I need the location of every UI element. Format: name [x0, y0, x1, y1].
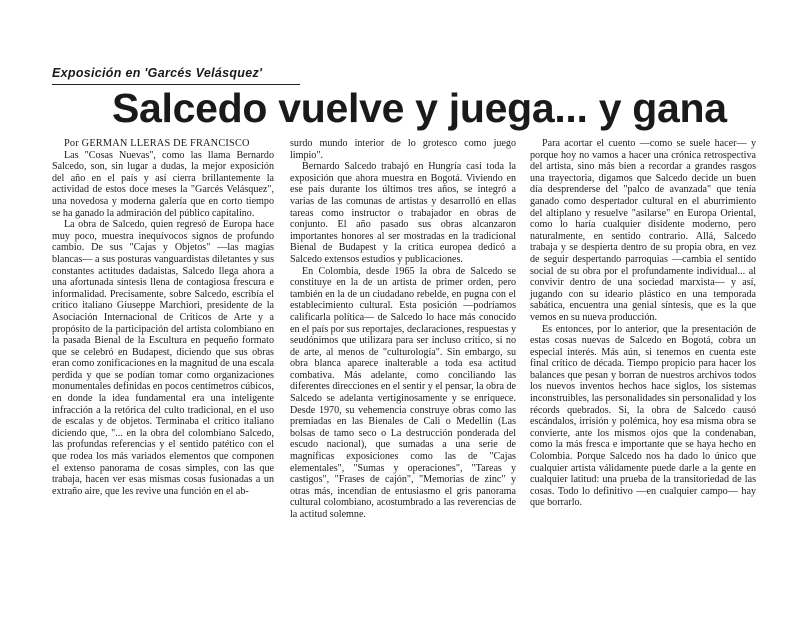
- paragraph: Para acortar el cuento —como se suele hacer— y porque hoy no vamos a hacer una crónica retrospectiva del artista, sino más bien a recordar a grandes rasgos una trayectoria, digamos que Salcedo decide un buen día desprenderse del "palco de avanzada" que tenía ganado como despertador cultural en el aburrimiento del altiplano y resuelve "asilarse" en Europa Oriental, como lo haría cualquier disidente moderno, pero naturalmente, en sentido contrario. Allá, Salcedo trabaja y se despierta dentro de su propia obra, en vez de seguir despertando parroquias —cambia el sentido social de su obra por el profundamente individual... al convivir dentro de una sociedad marxista— y así, jugando con su ideario plástico en una temporada sabática, encuentra una genial síntesis, que es la que vemos en su nueva producción.: [530, 138, 756, 323]
- article-column-2: [290, 138, 516, 521]
- paragraph: Las "Cosas Nuevas", como las llama Bernardo Salcedo, son, sin lugar a dudas, la mejor exposición del año en el país y así cierra brillantemente la actividad de estos doce meses la "Garcés Velásquez", una novedosa y moderna galería que en corto tiempo se ha ganado la admiración del público capitalino.: [52, 149, 274, 219]
- headline: Salcedo vuelve y juega... y gana: [112, 85, 727, 131]
- article-column-1: [52, 138, 274, 497]
- article-column-3: [530, 138, 756, 509]
- paragraph: La obra de Salcedo, quien regresó de Europa hace muy poco, muestra inequívocos signos de profundo cambio. De sus "Cajas y Objetos" —las magias blancas— a sus posturas vanguardistas diletantes y sus constantes actitudes dadaistas, Salcedo llega ahora a una afortunada síntesis llena de contagiosa frescura e informalidad. Precisamente, sobre Salcedo, escribía el crítico italiano Giuseppe Marchiori, presidente de la Asociación Internacional de Críticos de Arte y a propósito de la participación del artista colombiano en la pasada Bienal de la Escultura en pequeño formato que se celebró en Budapest, diciendo que sus obras eran como zonificaciones en la magnitud de una escala perdida y que se podían tomar como organizaciones monumentales definidas en pocos centímetros cúbicos, en donde la idea fundamental era una inteligente infracción a la retórica del culto tradicional, en el uso de escalas y de objetos. Terminaba el crítico italiano diciendo que, "... en la obra del colombiano Salcedo, las profundas referencias y el sentido patético con el que rodea los más variados elementos que componen el extenso panorama de cosas simples, con las que trabaja, hacen ver esas mismas cosas fusionadas a un extraño aire, que les revive una función en el ab-: [52, 219, 275, 497]
- paragraph: Es entonces, por lo anterior, que la presentación de estas cosas nuevas de Salcedo en Bogotá, cobra un especial interés. Más aún, si tenemos en cuenta este final crítico de década. Tiempo propicio para hacer los balances que pesan y borran de nuestros archivos todos los nuevos inventos hechos hace siglos, los sistemas inconstruibles, las personalidades sin personalidad y los récords quebrados. Si, la obra de Salcedo causó escándalos, irrisión y polémica, hoy esa misma obra se convierte, ante los mismos ojos que la condenaban, como la más fresca e importante que se haya hecho en Colombia. Porque Salcedo nos ha dado lo único que cualquier artista válidamente puede darle a la gente en cualquier latitud: una prueba de la transitoriedad de las cosas. Todo lo definitivo —en cualquier campo— hay que borrarlo.: [530, 323, 756, 509]
- section-kicker: Exposición en 'Garcés Velásquez': [52, 66, 263, 80]
- paragraph: Bernardo Salcedo trabajó en Hungría casi toda la exposición que ahora muestra en Bogotá. Viviendo en ese país durante los últimos tres años, se integró a varias de las comunas de artistas y desarrolló en ellas tareas como instructor o trabajador en obras de conjunto. El año pasado sus obras alcanzaron importantes honores al ser mostradas en la tradicional Bienal de Budapest y la crítica europea dedicó a Salcedo extensos estudios y publicaciones.: [290, 161, 516, 265]
- paragraph: En Colombia, desde 1965 la obra de Salcedo se constituye en la de un artista de primer orden, pero también en la de un ciudadano rebelde, en pugna con el establecimiento cultural. Esta posición —podríamos calificarla política— de Salcedo lo hace más conocido en el país por sus reportajes, declaraciones, respuestas y seudónimos que utilizara para ser incluso crítico, si no de arte, al menos de "culturología". Sin embargo, su obra blanca aparece inalterable a toda esa actitud combativa. Más adelante, como conciliando las diferentes direcciones en el sentir y el pensar, la obra de Salcedo se adelanta vertiginosamente y se enriquece. Desde 1970, su vehemencia construye obras como las premiadas en las Bienales de Cali o Medellín (Las bolsas de tamo seco o La destrucción ponderada del escudo nacional), que sumadas a una serie de magníficas exposiciones como las de "Cajas elementales", "Sumas y operaciones", "Tareas y castigos", "Frases de cajón", "Memorias de zinc" y otras más, incendian de entusiasmo el gris panorama cultural colombiano, acostumbrado a las reverencias de la actitud solemne.: [290, 265, 516, 520]
- byline: Por GERMAN LLERAS DE FRANCISCO: [64, 138, 250, 149]
- paragraph: surdo mundo interior de lo grotesco como juego limpio".: [290, 138, 516, 161]
